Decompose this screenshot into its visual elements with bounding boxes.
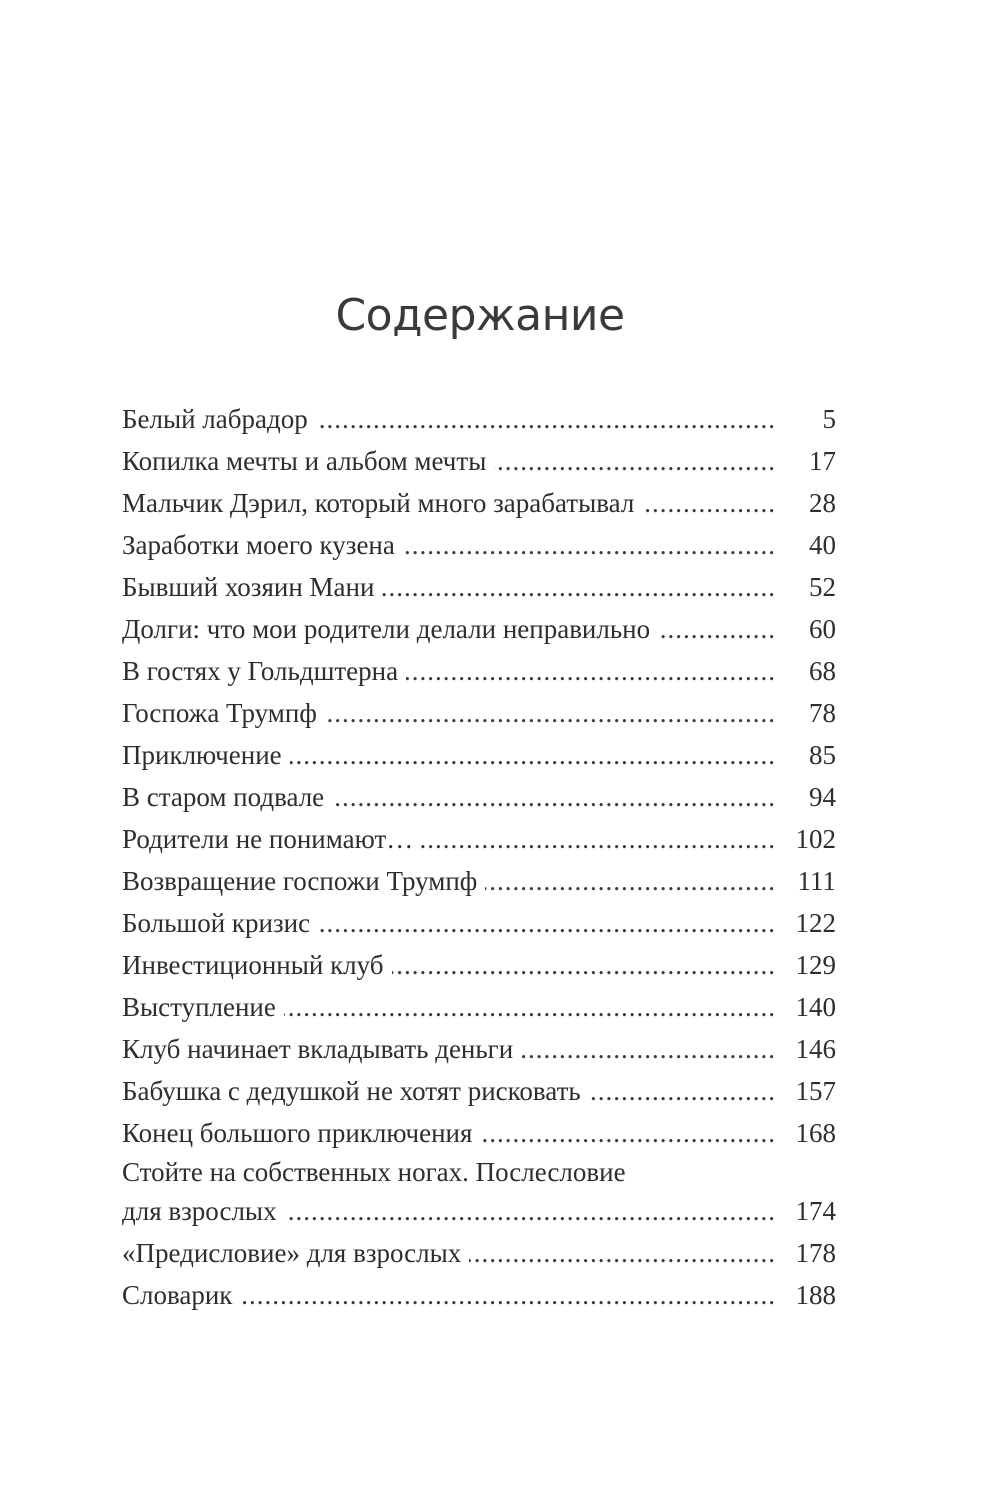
toc-entry-title: Выступление (122, 992, 276, 1022)
toc-entry (122, 1154, 836, 1232)
dot-leader (642, 482, 776, 524)
toc-entry-title: Клуб начинает вкладывать деньги (122, 1034, 514, 1064)
toc-entry-title: Родители не понимают… (122, 824, 414, 854)
toc-entry (122, 1232, 836, 1274)
toc-entry-page: 168 (795, 1118, 836, 1148)
dot-leader (480, 1112, 776, 1154)
toc-entry-page: 122 (795, 908, 836, 938)
toc-entry (122, 398, 836, 440)
toc-entry (122, 650, 836, 692)
toc-entry-page: 68 (809, 656, 836, 686)
dot-leader (382, 566, 776, 608)
toc-entry-page: 188 (795, 1280, 836, 1310)
toc-entry (122, 692, 836, 734)
toc-entry-title-line1: Стойте на собственных ногах. Послесловие (122, 1157, 626, 1187)
dot-leader (403, 524, 776, 566)
toc-entry-page: 174 (795, 1196, 836, 1226)
dot-leader (332, 776, 776, 818)
toc-entry-page: 52 (809, 572, 836, 602)
toc-entry-page: 94 (809, 782, 836, 812)
toc-entry-title: «Предисловие» для взрослых (122, 1238, 462, 1268)
toc-entry-title: Конец большого приключения (122, 1118, 473, 1148)
toc-entry-page: 40 (809, 530, 836, 560)
toc-entry (122, 566, 836, 608)
toc-entry-title: Белый лабрадор (122, 404, 308, 434)
dot-leader (392, 944, 776, 986)
toc-entry (122, 608, 836, 650)
toc-entry-page: 17 (809, 446, 836, 476)
toc-entry-line2 (122, 1190, 836, 1232)
dot-leader (421, 818, 776, 860)
dot-leader (290, 734, 776, 776)
toc-entry-title: Большой кризис (122, 908, 311, 938)
dot-leader (406, 650, 776, 692)
toc-entry-title-line2: для взрослых (122, 1196, 277, 1226)
toc-entry-title: Бывший хозяин Мани (122, 572, 375, 602)
toc-entry-page: 102 (795, 824, 836, 854)
dot-leader (284, 986, 776, 1028)
toc-entry (122, 440, 836, 482)
toc-entry-title: Заработки моего кузена (122, 530, 395, 560)
dot-leader (285, 1190, 776, 1232)
toc-entry (122, 860, 836, 902)
dot-leader (494, 440, 776, 482)
toc-entry (122, 734, 836, 776)
page-title: Содержание (335, 290, 625, 341)
toc-entry-title: Словарик (122, 1280, 233, 1310)
toc-entry-page: 5 (822, 404, 836, 434)
toc-entry (122, 944, 836, 986)
toc-entry-title: Приключение (122, 740, 282, 770)
toc-entry (122, 1112, 836, 1154)
dot-leader (316, 398, 776, 440)
table-of-contents (122, 398, 836, 1316)
toc-entry-page: 140 (795, 992, 836, 1022)
dot-leader (318, 902, 776, 944)
toc-entry-title: В старом подвале (122, 782, 325, 812)
toc-entry-page: 85 (809, 740, 836, 770)
toc-entry-page: 178 (795, 1238, 836, 1268)
toc-entry-page: 146 (795, 1034, 836, 1064)
toc-entry-title: В гостях у Гольдштерна (122, 656, 399, 686)
toc-entry (122, 986, 836, 1028)
toc-entry (122, 818, 836, 860)
toc-entry-title: Инвестиционный клуб (122, 950, 384, 980)
toc-entry-title: Бабушка с дедушкой не хотят рисковать (122, 1076, 581, 1106)
toc-entry (122, 776, 836, 818)
dot-leader (485, 860, 776, 902)
toc-entry-page: 60 (809, 614, 836, 644)
toc-entry (122, 524, 836, 566)
toc-entry-title: Долги: что мои родители делали неправильно (122, 614, 651, 644)
toc-entry (122, 902, 836, 944)
toc-entry-title: Копилка мечты и альбом мечты (122, 446, 487, 476)
toc-entry-title: Мальчик Дэрил, который много зарабатывал (122, 488, 635, 518)
dot-leader (658, 608, 776, 650)
dot-leader (589, 1070, 776, 1112)
dot-leader (240, 1274, 776, 1316)
toc-entry-page: 78 (809, 698, 836, 728)
toc-entry (122, 1028, 836, 1070)
dot-leader (469, 1232, 776, 1274)
dot-leader (325, 692, 776, 734)
toc-entry (122, 482, 836, 524)
toc-entry-title: Возвращение госпожи Трумпф (122, 866, 478, 896)
toc-entry-page: 129 (795, 950, 836, 980)
toc-entry-page: 157 (795, 1076, 836, 1106)
dot-leader (521, 1028, 776, 1070)
toc-entry-title: Госпожа Трумпф (122, 698, 317, 728)
toc-entry (122, 1274, 836, 1316)
toc-entry-page: 28 (809, 488, 836, 518)
toc-entry (122, 1070, 836, 1112)
toc-entry-page: 111 (797, 866, 836, 896)
